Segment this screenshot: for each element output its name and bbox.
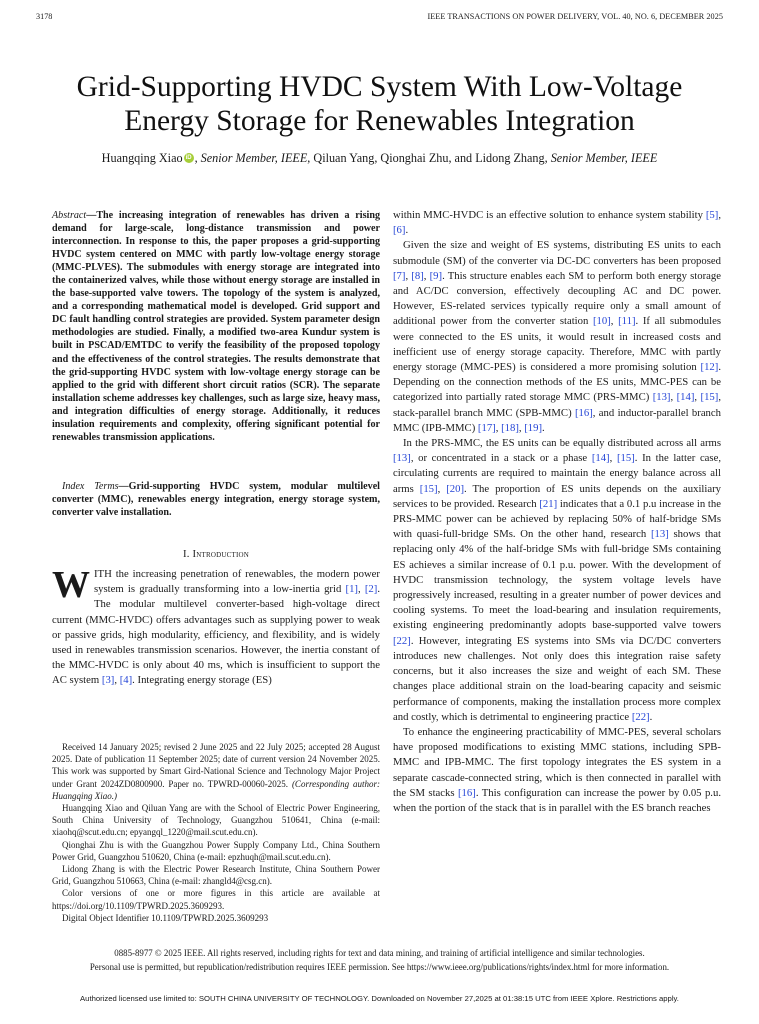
citation-link[interactable]: [3] [101,674,115,687]
citation-link[interactable]: [2] [364,583,378,596]
drop-cap: W [52,564,90,606]
affiliation-2: Qionghai Zhu is with the Guangzhou Power Supply Company Ltd., China Southern Power Grid, Guangzhou 510620, China (e-mail: epzhuqh@mail.scut.edu.cn). [52,839,380,862]
orcid-icon[interactable]: iD [185,155,192,161]
citation-link[interactable]: [16] [458,786,476,799]
citation-link[interactable]: [13] [393,452,411,465]
citation-link[interactable]: [6] [393,224,406,237]
citation-link[interactable]: [1] [345,583,358,596]
index-terms-text: —Grid-supporting HVDC system, modular multilevel converter (MMC), renewables energy integration, energy storage system, converter valve installation. [52,481,380,519]
citation-link[interactable]: [14] [676,391,695,404]
citation-link[interactable]: [12] [700,361,719,374]
abstract-text: —The increasing integration of renewables has driven a rising demand for large-scale, long-distance transmission and power interconnection. In response to this, the paper proposes a grid-supporting HVDC system centered on MMC with partly low-voltage energy storage (MMC-PLVES). The submodules with energy storage are integrated into the containerized valves, while those without energy storage are installed in the base-supported valve towers. The topology of the system is analyzed, and a corresponding mathematical model is developed. Grid support and DC fault handling control strategies are provided. System parameter design methodologies are studied. Finally, a modified two-area Kundur system is built in PSCAD/EMTDC to verify the feasibility of the proposed topology and the effectiveness of the control strategies. The results demonstrate that the grid-supporting HVDC system with low-voltage energy storage can be applied to the grid with different short circuit ratios (SCR). The separate installation scheme addresses key challenges, such as large size, heavy mass, and integration difficulties of energy storage. Additionally, it reduces insulation requirements and complexity, offering significant potential for renewables transmission applications. [52,210,380,443]
received-dates: Received 14 January 2025; revised 2 June 2025 and 22 July 2025; accepted 28 August 2025. Date of publication 11 September 2025; date of current version 24 November 2025. This work was supported by Smart Gird-National Science and Technology Major Project under Grant 2024ZD0800900. Paper no. TPWRD-00060-2025. [52,742,380,789]
corresponding-author: (Corresponding author: Huangqing Xiao.) [52,778,381,801]
author-membership: Senior Member, IEEE [200,151,308,165]
citation-link[interactable]: [15] [700,391,719,404]
copyright-line-2: Personal use is permitted, but republication/redistribution requires IEEE permission. See https://www.ieee.org/publications/rights/index.html for more information. [89,961,670,972]
paragraph: In the PRS-MMC, the ES units can be equally distributed across all arms [13], or concentrated in a stack or a phase [14], [15]. In the latter case, circulating currents are required to maintain the energy balance across all arms [15], [20]. The proportion of ES units depends on the auxiliary services to be provided. Research [21] indicates that a 0.1 p.u increase in the PRS-MMC power can be achieved by replacing 50% of half-bridge SMs with quasi-full-bridge SMs. On the other hand, research [13] shows that replacing only 4% of the half-bridge SMs with full-bridge SMs containing ES achieves a similar increase of 0.1 p.u. power. With the development of HVDC transmission technology, the system voltage levels have progressively increased, resulting in a greater number of power devices and cooling systems. To meet the load-bearing and insulation requirements, existing engineering predominantly adopts base-supported valve towers [22]. However, integrating ES systems into SMs via DC/DC converters introduces new challenges. Not only does this integration raise safety concerns, but it also increases the size and weight of each SM. These changes place additional strain on the load-bearing capacity and seismic performance of components, making the installation process more complex and costly, which is detrimental to engineering practice [22]. [393,437,722,723]
body-text: ITH the increasing penetration of renewables, the modern power system is gradually transforming into a low-inertia grid [94,568,380,596]
citation-link[interactable]: [10] [592,315,611,328]
body-text: . Integrating energy storage (ES) [132,674,272,687]
index-terms-label: Index Terms [62,481,119,492]
page-number: 3178 [36,12,53,21]
doi: Digital Object Identifier 10.1109/TPWRD.2025.3609293 [62,912,269,923]
citation-link[interactable]: [4] [119,674,133,687]
citation-link[interactable]: [15] [616,452,635,465]
citation-link[interactable]: [14] [591,452,610,465]
introduction-body-left: WITH the increasing penetration of renewables, the modern power system is gradually transforming into a low-inertia grid [1], [2]. The modular multilevel converter-based high-voltage direct current (MMC-HVDC) offers advantages such as supplying power to weak or passive grids, high modularity, efficiency, and flexibility, and is widely used in renewables transmission scenarios. However, the inertia constant of the MMC-HVDC is only about 40 ms, which is insufficient to support the AC system [3], [4]. Integrating energy storage (ES) [52,564,381,687]
citation-link[interactable]: [8] [411,269,424,282]
paragraph: Given the size and weight of ES systems, distributing ES units to each submodule (SM) of the converter via DC-DC converters has been proposed [7], [8], [9]. This structure enables each SM to perform both energy storage and AC/DC conversion, effectively decoupling AC and DC power. However, ES-related services typically require only a small amount of additional power from the converter station [10], [11]. If all submodules were connected to the ES units, it would result in increased costs and inefficient use of energy storage capacity. Therefore, MMC with partly energy storage (MMC-PES) is considered a more promising solution [12]. Depending on the connection methods of the ES units, MMC-PES can be categorized into partially rated storage MMC (PRS-MMC) [13], [14], [15], stack-parallel branch MMC (SPB-MMC) [16], and inductor-parallel branch MMC (IPB-MMC) [17], [18], [19]. [393,239,722,434]
paragraph: within MMC-HVDC is an effective solution to enhance system stability [5], [6]. [393,209,721,237]
citation-link[interactable]: [20] [446,482,465,495]
citation-link[interactable]: [13] [650,528,669,541]
citation-link[interactable]: [11] [618,315,636,328]
author-list: Huangqing Xiao iD , Senior Member, IEEE, Qiluan Yang, Qionghai Zhu, and Lidong Zhang, Senior Member, IEEE [101,151,658,165]
affiliation-1: Huangqing Xiao and Qiluan Yang are with the School of Electric Power Engineering, South China University of Technology, Guangzhou 510641, China (e-mail: xiaohq@scut.edu.cn; epyangql_1220@mail.scut.edu.cn). [52,803,380,838]
author-membership: Senior Member, IEEE [550,151,658,165]
introduction-body-right [393,208,721,816]
title-line-2: Energy Storage for Renewables Integration [124,105,635,137]
copyright-line-1: 0885-8977 © 2025 IEEE. All rights reserved, including rights for text and data mining, and training of artificial intelligence and similar technologies. [114,948,645,958]
section-number: I. [182,548,190,560]
citation-link[interactable]: [22] [631,710,650,723]
running-header [36,12,723,26]
affiliation-3: Lidong Zhang is with the Electric Power Research Institute, China Southern Power Grid, Guangzhou 510663, China (e-mail: zhangld4@csg.cn). [52,864,380,887]
citation-link[interactable]: [15] [419,482,438,495]
license-banner: Authorized licensed use limited to: SOUTH CHINA UNIVERSITY OF TECHNOLOGY. Downloaded on November 27,2025 at 01:38:15 UTC from IEEE Xplore. Restrictions apply. [80,994,679,1003]
index-terms [52,480,380,519]
author-names-middle: , Qiluan Yang, Qionghai Zhu, and Lidong Zhang, [307,151,551,165]
color-versions-note: Color versions of one or more figures in this article are available at https://doi.org/10.1109/TPWRD.2025.3609293. [52,888,380,911]
citation-link[interactable]: [7] [393,269,406,282]
citation-link[interactable]: [17] [477,421,496,434]
citation-link[interactable]: [21] [539,497,558,510]
citation-link[interactable]: [13] [652,391,671,404]
citation-link[interactable]: [16] [574,406,593,419]
section-heading-introduction [52,548,380,560]
copyright-notice [0,947,759,975]
journal-name: IEEE TRANSACTIONS ON POWER DELIVERY, VOL. 40, NO. 6, DECEMBER 2025 [427,12,723,21]
paper-title [0,70,759,138]
citation-link[interactable]: [9] [429,269,443,282]
title-line-1: Grid-Supporting HVDC System With Low-Voltage [76,71,683,103]
citation-link[interactable]: [22] [393,634,411,647]
first-page-footnote [52,741,380,924]
citation-link[interactable]: [18] [501,421,519,434]
paragraph: To enhance the engineering practicability of MMC-PES, several scholars have proposed modifications to existing MMC stations, including SPB-MMC and IPB-MMC. The first topology integrates the ES system in a separate cascade-connected string, which is then connected in parallel with the SM stacks [16]. This configuration can increase the power by 0.05 p.u. when the portion of the stack that is in parallel with the ES branch reaches [393,725,721,814]
body-text: . The modular multilevel converter-based high-voltage direct current (MMC-HVDC) offers advantages such as supplying power to weak or passive grids, high modularity, efficiency, and flexibility, and is widely used in renewables transmission scenarios. However, the inertia constant of the MMC-HVDC is only about 40 ms, which is insufficient to support the AC system [52,583,381,687]
abstract [52,209,380,444]
citation-link[interactable]: [5] [705,209,719,221]
section-title: Introduction [192,548,250,560]
abstract-label: Abstract [52,210,87,221]
author-name: Huangqing Xiao [101,151,183,165]
citation-link[interactable]: [19] [524,421,543,434]
